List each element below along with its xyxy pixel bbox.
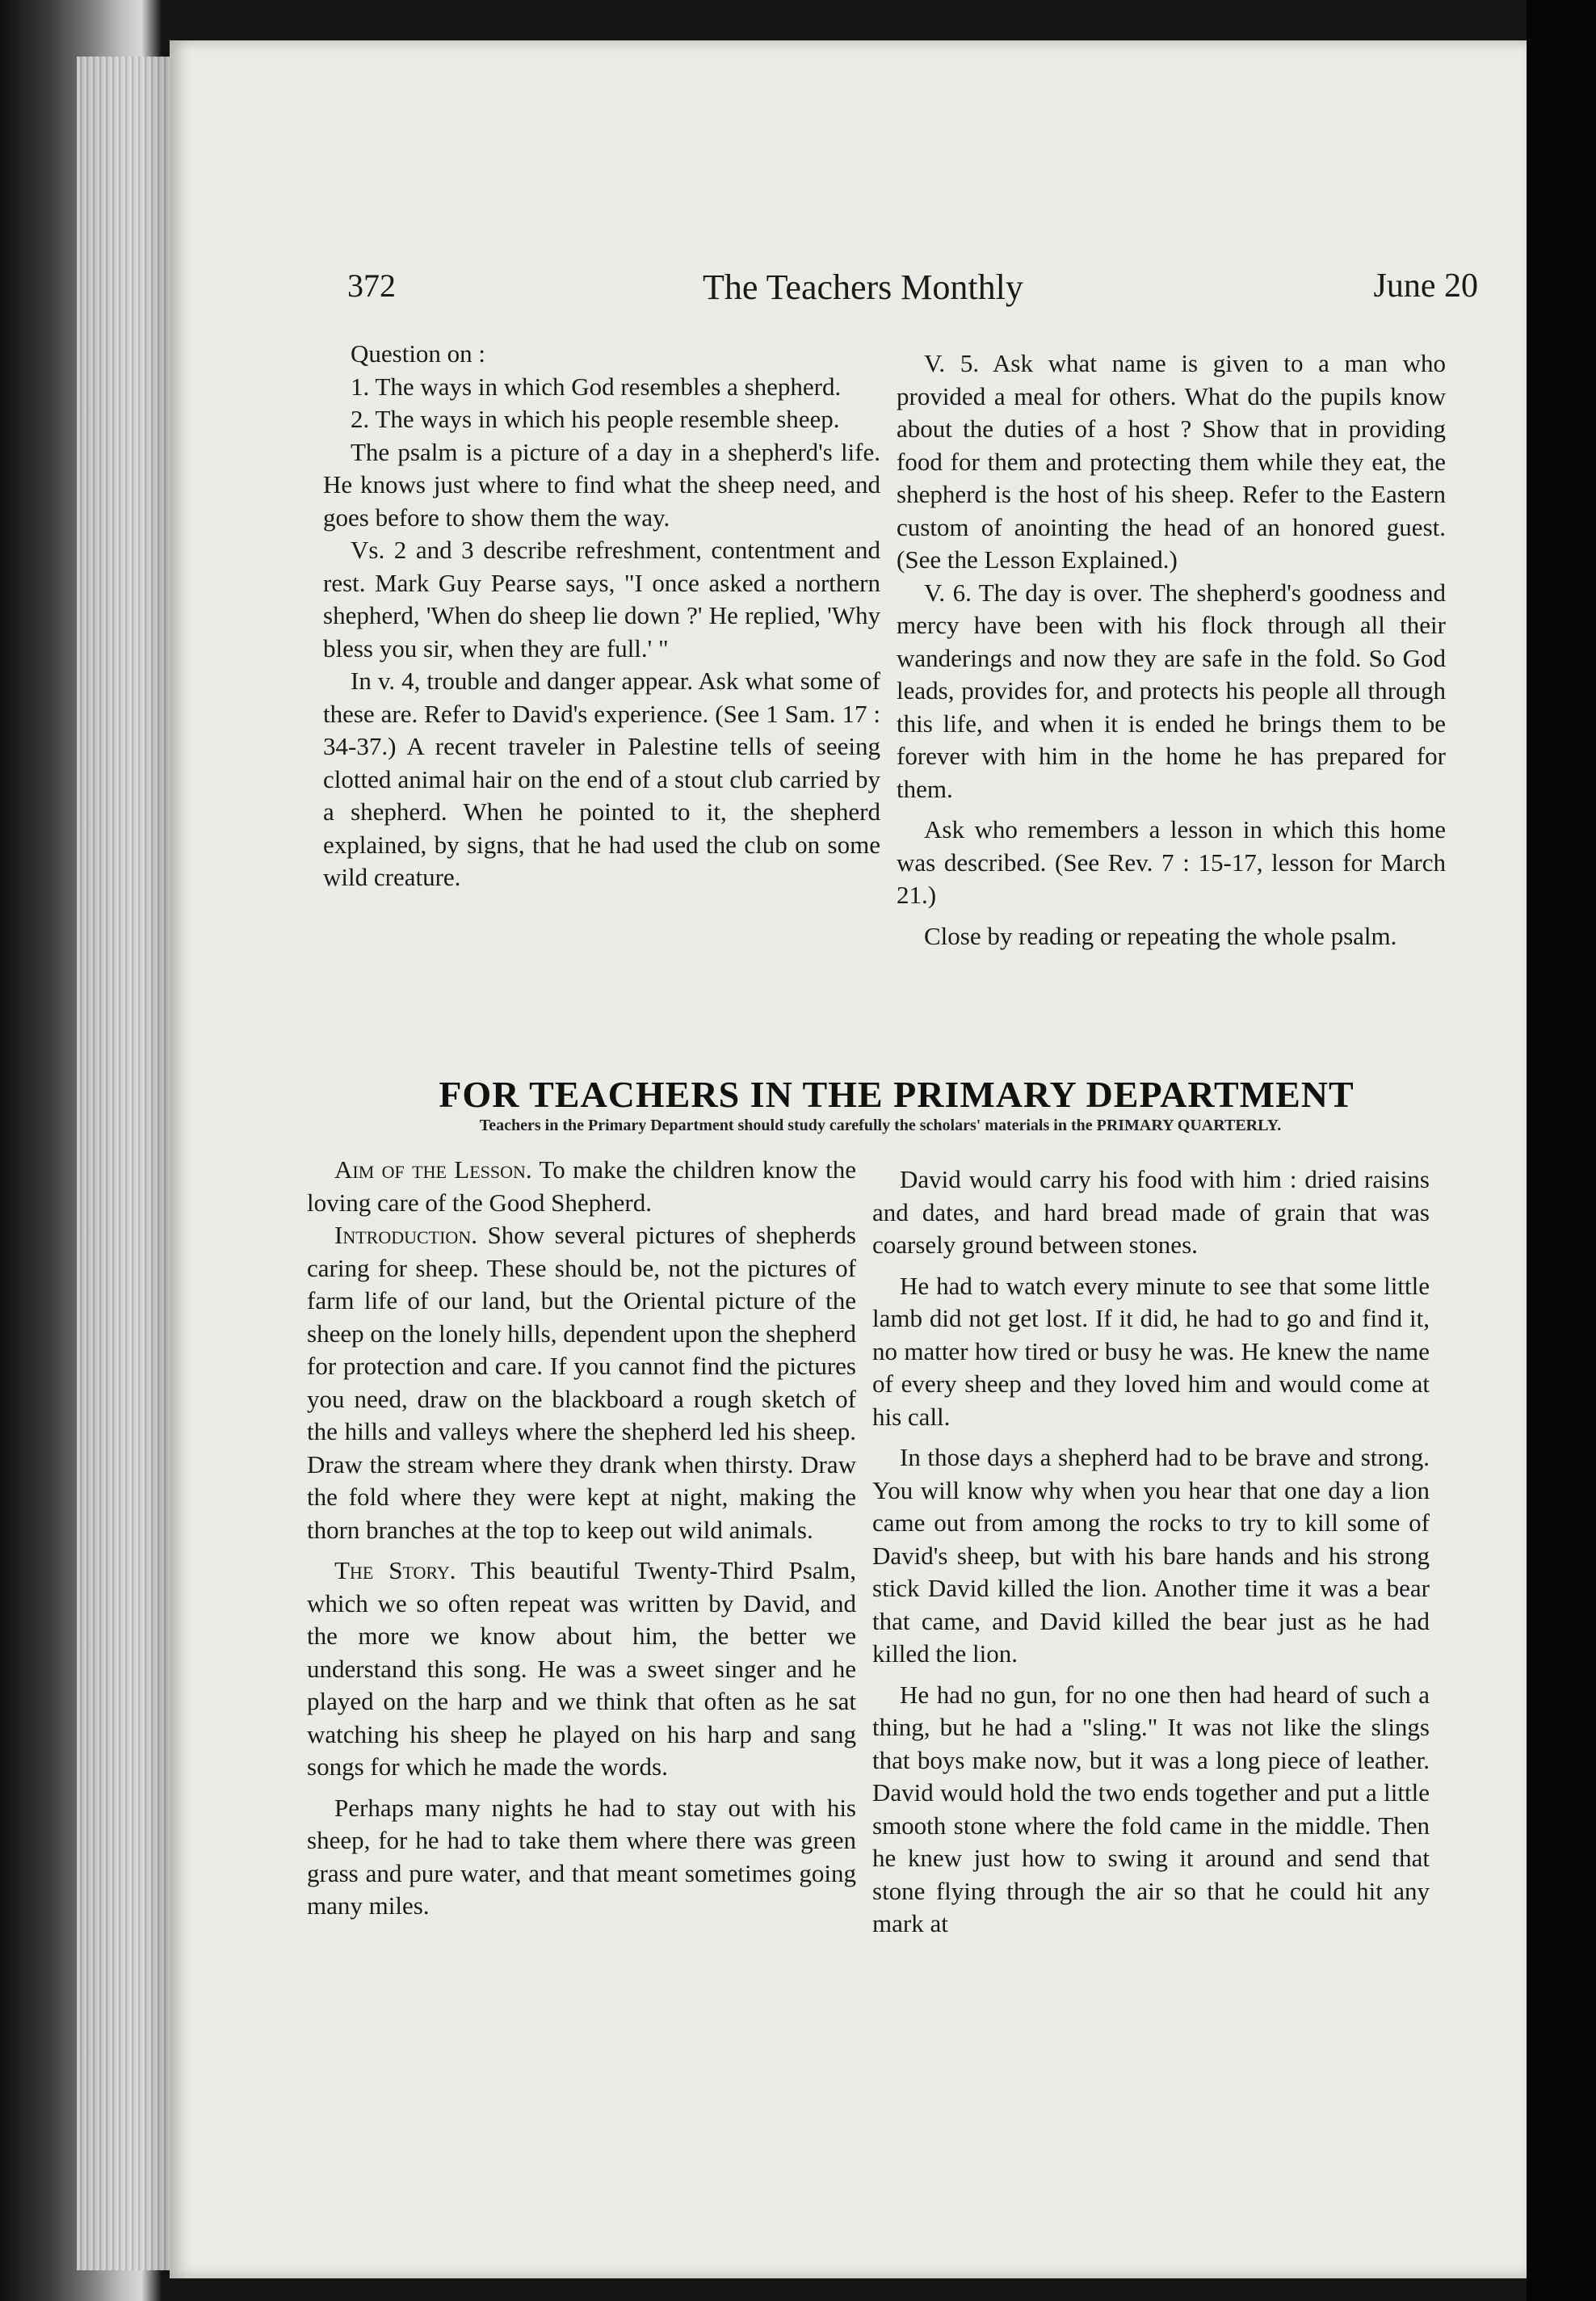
running-head: [347, 267, 1478, 315]
paragraph: 2. The ways in which his people resemble sheep.: [351, 405, 840, 433]
top-left-column: [323, 338, 880, 894]
bottom-left-column: [307, 1154, 856, 1923]
top-right-column: [897, 347, 1446, 953]
paragraph: Vs. 2 and 3 describe refreshment, contentment and rest. Mark Guy Pearse says, "I once asked a northern shepherd, 'When do sheep lie down ?' He replied, 'Why bless you sir, when they are full.' ": [323, 536, 880, 663]
paragraph: [307, 1554, 856, 1784]
paragraph: V. 5. Ask what name is given to a man who provided a meal for others. What do the pupils know about the duties of a host ? Show that in providing food for them and protecting them while they eat, the shepherd is the host of his sheep. Refer to the Eastern custom of anointing the head of an honored guest. (See the Lesson Explained.): [897, 349, 1446, 574]
paragraph: Ask who remembers a lesson in which this home was described. (See Rev. 7 : 15-17, lesson for March 21.): [897, 815, 1446, 909]
scan-right-margin: [1527, 0, 1596, 2301]
paragraph: Close by reading or repeating the whole psalm.: [924, 921, 1397, 950]
paragraph: Question on :: [351, 339, 486, 368]
paragraph: He had no gun, for no one then had heard of such a thing, but he had a "sling." It was not like the slings that boys make now, but it was a long piece of leather. David would hold the two ends together and put a little smooth stone where the fold came in the middle. Then he knew just how to swing it around and send that stone flying through the air so that he could hit any mark at: [872, 1680, 1430, 1937]
section-heading: FOR TEACHERS IN THE PRIMARY DEPARTMENT: [439, 1074, 1354, 1115]
introduction-label: Introduction.: [334, 1221, 477, 1249]
paragraph: David would carry his food with him : dried raisins and dates, and hard bread made of grain that was coarsely ground between stones.: [872, 1165, 1430, 1259]
story-label: The Story.: [334, 1556, 456, 1584]
running-title: The Teachers Monthly: [703, 267, 1023, 307]
paragraph: Perhaps many nights he had to stay out with his sheep, for he had to take them where there was green grass and pure water, and that meant sometimes going many miles.: [307, 1793, 856, 1920]
paragraph: In those days a shepherd had to be brave and strong. You will know why when you hear that one day a lion came out from among the rocks to try to kill some of David's sheep, but with his bare hands and his strong stick David killed the lion. Another time it was a bear that came, and David killed the bear just as he had killed the lion.: [872, 1443, 1430, 1668]
paragraph: The psalm is a picture of a day in a shepherd's life. He knows just where to find what the sheep need, and goes before to show them the way.: [323, 437, 880, 532]
paragraph: He had to watch every minute to see that some little lamb did not get lost. If it did, he had to go and find it, no matter how tired or busy he was. He knew the name of every sheep and they loved him and would come at his call.: [872, 1271, 1430, 1431]
page-number: 372: [347, 267, 396, 304]
paragraph: In v. 4, trouble and danger appear. Ask what some of these are. Refer to David's experience. (See 1 Sam. 17 : 34-37.) A recent traveler in Palestine tells of seeing clotted animal hair on the end of a stout club carried by a shepherd. When he pointed to it, the shepherd explained, by signs, that he had used the club on some wild creature.: [323, 667, 880, 891]
paragraph: [307, 1154, 856, 1219]
introduction-text: Show several pictures of shepherds caring for sheep. These should be, not the pictures of farm life of our land, but the Oriental picture of the sheep on the lonely hills, dependent upon the shepherd for protection and care. If you cannot find the pictures you need, draw on the blackboard a rough sketch of the hills and valleys where the shepherd led his sheep. Draw the stream where they drank when thirsty. Draw the fold where they were kept at night, making the thorn branches at the top to keep out wild animals.: [307, 1221, 856, 1544]
aim-label: Aim of the Lesson.: [334, 1155, 532, 1184]
paragraph: V. 6. The day is over. The shepherd's goodness and mercy have been with his flock through all their wanderings and now they are safe in the fold. So God leads, provides for, and protects his people all through this life, and when it is ended he brings them to be forever with him in the home he has prepared for them.: [897, 578, 1446, 803]
aim-text: To make the children know the loving care of the Good Shepherd.: [307, 1155, 856, 1217]
bottom-right-column: [872, 1163, 1430, 1941]
section-note: Teachers in the Primary Department should study carefully the scholars' materials in the PRIMARY QUARTERLY.: [479, 1117, 1282, 1134]
story-text: This beautiful Twenty-Third Psalm, which we so often repeat was written by David, and the more we know about him, the better we understand this song. He was a sweet singer and he played on the harp and we think that often as he sat watching his sheep he played on his harp and sang songs for which he made the words.: [307, 1556, 857, 1781]
paragraph: [307, 1219, 856, 1546]
issue-date: June 20: [1373, 267, 1478, 305]
paragraph: 1. The ways in which God resembles a shepherd.: [351, 372, 842, 401]
